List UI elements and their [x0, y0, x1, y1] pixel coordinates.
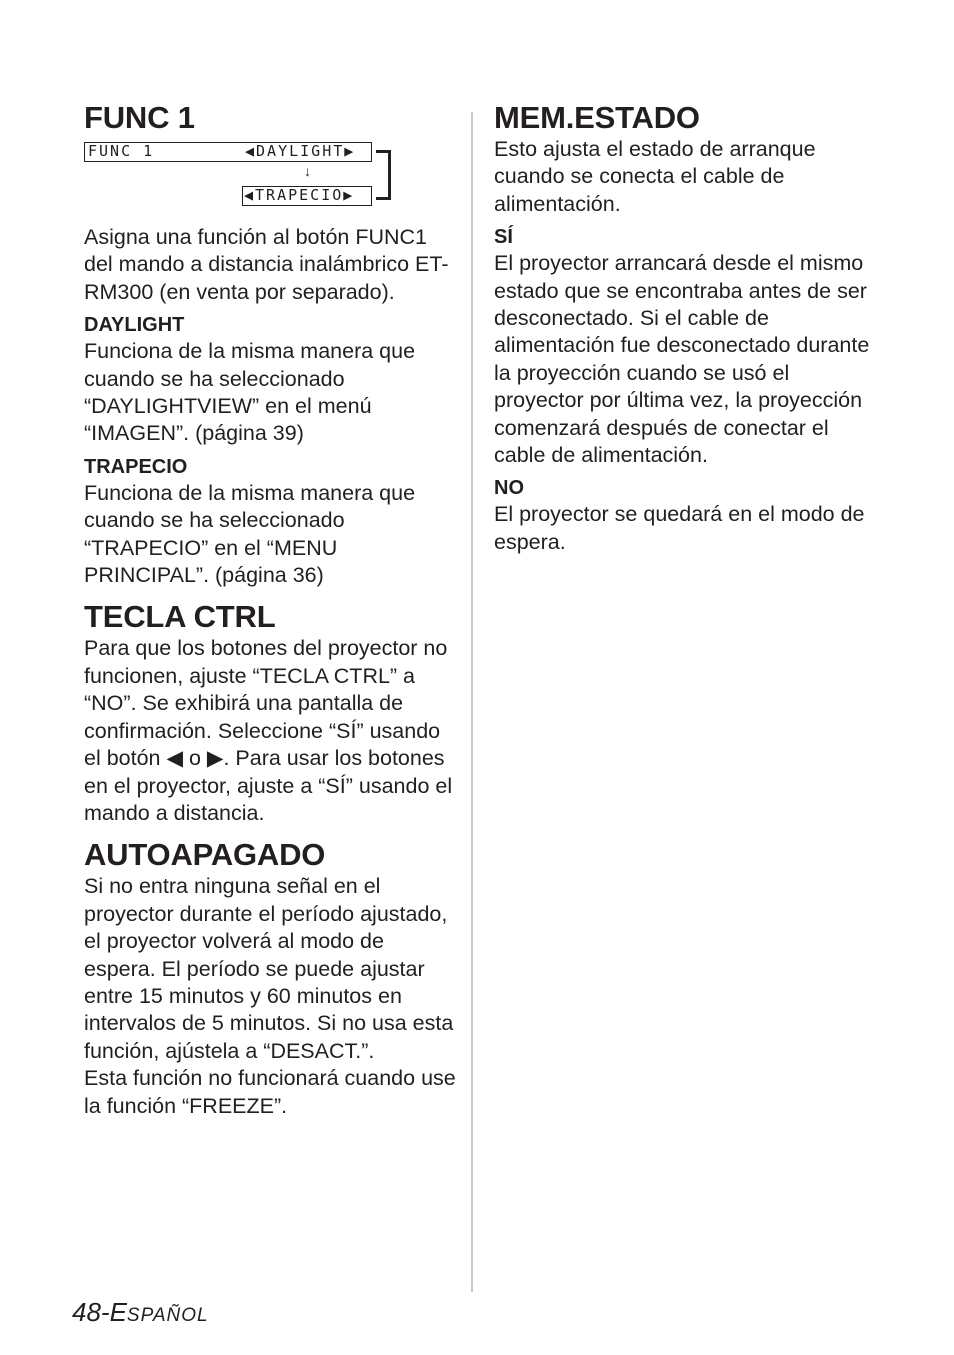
osd-menu-diagram	[84, 142, 456, 214]
left-column	[84, 100, 456, 1120]
si-subheading: SÍ	[494, 226, 513, 249]
tecla-ctrl-text: Para que los botones del proyector no funcionen, ajuste “TECLA CTRL” a “NO”. Se exhibirá una pantalla de confirmación. Seleccione “SÍ” usando el botón ◀ o ▶. Para usar los botones en el proyector, ajuste a “SÍ” usando el mando a distancia.	[84, 636, 453, 825]
autoapagado-text: Si no entra ninguna señal en el proyector durante el período ajustado, el proyector volverá al modo de espera. El período se puede ajustar entre 15 minutos y 60 minutos en intervalos de 5 minutos. Si no usa esta función, ajústela a “DESACT.”.	[84, 874, 454, 1063]
mem-estado-intro: Esto ajusta el estado de arranque cuando se conecta el cable de alimentación.	[494, 137, 816, 216]
no-text: El proyector se quedará en el modo de espera.	[494, 502, 865, 554]
cycle-bracket-icon	[376, 150, 391, 200]
column-divider	[471, 112, 473, 1292]
language-initial: E	[109, 1297, 127, 1327]
osd-value-daylight: ◀DAYLIGHT▶	[245, 142, 356, 160]
no-subheading: NO	[494, 477, 524, 500]
mem-estado-heading: MEM.ESTADO	[494, 100, 700, 135]
autoapagado-note: Esta función no funcionará cuando use la función “FREEZE”.	[84, 1066, 456, 1118]
trapecio-subheading: TRAPECIO	[84, 455, 188, 478]
autoapagado-heading: AUTOAPAGADO	[84, 837, 326, 873]
daylight-subheading: DAYLIGHT	[84, 314, 185, 337]
osd-value-trapecio: ◀TRAPECIO▶	[242, 186, 372, 206]
right-column	[494, 100, 874, 556]
osd-func1-row	[84, 142, 372, 162]
tecla-ctrl-heading: TECLA CTRL	[84, 599, 276, 635]
func1-heading: FUNC 1	[84, 100, 195, 135]
page-number: 48-	[72, 1297, 110, 1327]
osd-label: FUNC 1	[88, 142, 155, 160]
language-rest: SPAÑOL	[126, 1305, 209, 1326]
func1-intro: Asigna una función al botón FUNC1 del mando a distancia inalámbrico ET-RM300 (en venta por separado).	[84, 225, 449, 304]
trapecio-text: Funciona de la misma manera que cuando se ha seleccionado “TRAPECIO” en el “MENU PRINCIPAL”. (página 36)	[84, 480, 416, 588]
down-arrow-icon: ↓	[304, 163, 311, 179]
page-footer	[72, 1297, 209, 1328]
daylight-text: Funciona de la misma manera que cuando se ha seleccionado “DAYLIGHTVIEW” en el menú “IMAGEN”. (página 39)	[84, 339, 416, 446]
si-text: El proyector arrancará desde el mismo estado que se encontraba antes de ser desconectado. Si el cable de alimentación fue desconectado durante la proyección cuando se usó el proyector por última vez, la proyección comenzará después de conectar el cable de alimentación.	[494, 251, 870, 468]
